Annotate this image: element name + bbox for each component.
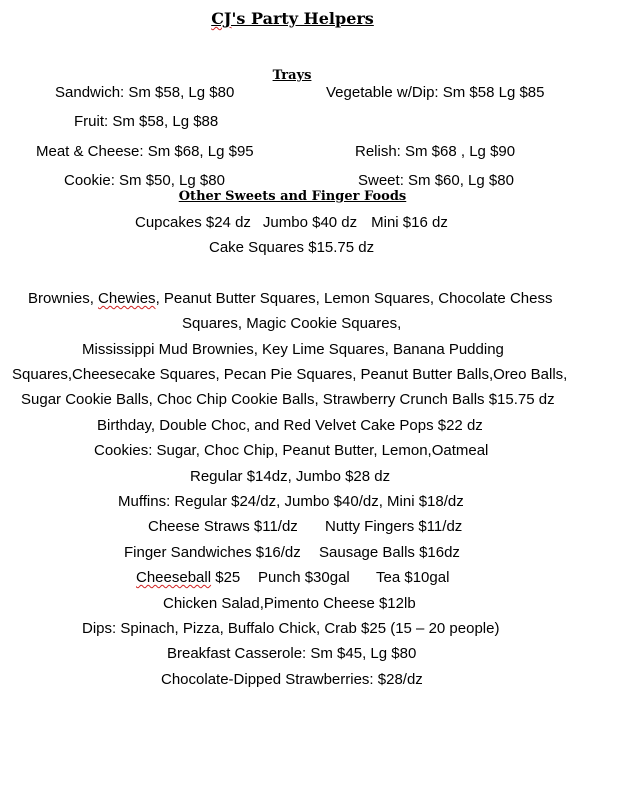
title-brand: CJ xyxy=(211,9,232,28)
assortment-line-4: Squares,Cheesecake Squares, Pecan Pie Squares, Peanut Butter Balls,Oreo Balls, xyxy=(12,366,568,383)
cheeseball-price: $25 xyxy=(211,569,241,586)
assortment-line-2: Squares, Magic Cookie Squares, xyxy=(182,315,402,332)
tray-sweet: Sweet: Sm $60, Lg $80 xyxy=(358,172,514,189)
assortment-line-1 xyxy=(28,290,552,307)
cupcakes-mini: Mini $16 dz xyxy=(371,214,448,231)
nutty-fingers: Nutty Fingers $11/dz xyxy=(325,518,463,535)
chocolate-strawberries: Chocolate-Dipped Strawberries: $28/dz xyxy=(161,671,423,688)
other-heading: Other Sweets and Finger Foods xyxy=(178,189,407,204)
breakfast-casserole: Breakfast Casserole: Sm $45, Lg $80 xyxy=(167,645,417,662)
title-rest: 's Party Helpers xyxy=(231,9,374,28)
page-title xyxy=(0,9,585,28)
assortment-text: , Peanut Butter Squares, Lemon Squares, Chocolate Chess xyxy=(155,290,553,307)
cake-pops: Birthday, Double Choc, and Red Velvet Cake Pops $22 dz xyxy=(97,417,483,434)
tray-fruit: Fruit: Sm $58, Lg $88 xyxy=(74,113,219,130)
cheeseball-word: Cheeseball xyxy=(136,569,212,586)
cookies-flavors: Cookies: Sugar, Choc Chip, Peanut Butter, Lemon,Oatmeal xyxy=(94,442,489,459)
chewies-word: Chewies xyxy=(98,290,156,307)
punch: Punch $30gal xyxy=(258,569,350,586)
tray-meat-cheese: Meat & Cheese: Sm $68, Lg $95 xyxy=(36,143,254,160)
cheese-straws: Cheese Straws $11/dz xyxy=(148,518,298,535)
cupcakes-price: Cupcakes $24 dz xyxy=(135,214,251,231)
cheeseball xyxy=(136,569,240,586)
assortment-line-5: Sugar Cookie Balls, Choc Chip Cookie Balls, Strawberry Crunch Balls $15.75 dz xyxy=(21,391,555,408)
trays-heading: Trays xyxy=(272,68,312,83)
chicken-salad: Chicken Salad,Pimento Cheese $12lb xyxy=(163,595,416,612)
cookies-prices: Regular $14dz, Jumbo $28 dz xyxy=(190,468,391,485)
dips: Dips: Spinach, Pizza, Buffalo Chick, Crab $25 (15 – 20 people) xyxy=(82,620,500,637)
sausage-balls: Sausage Balls $16dz xyxy=(319,544,460,561)
tea: Tea $10gal xyxy=(376,569,450,586)
cupcakes-line xyxy=(135,214,448,231)
finger-sandwiches: Finger Sandwiches $16/dz xyxy=(124,544,301,561)
tray-vegetable: Vegetable w/Dip: Sm $58 Lg $85 xyxy=(326,84,545,101)
assortment-text: Brownies, xyxy=(28,290,99,307)
tray-relish: Relish: Sm $68 , Lg $90 xyxy=(355,143,516,160)
assortment-line-3: Mississippi Mud Brownies, Key Lime Squares, Banana Pudding xyxy=(82,341,504,358)
cupcakes-jumbo: Jumbo $40 dz xyxy=(262,214,358,231)
tray-cookie: Cookie: Sm $50, Lg $80 xyxy=(64,172,225,189)
tray-sandwich: Sandwich: Sm $58, Lg $80 xyxy=(55,84,235,101)
muffins: Muffins: Regular $24/dz, Jumbo $40/dz, Mini $18/dz xyxy=(118,493,464,510)
cake-squares: Cake Squares $15.75 dz xyxy=(209,239,375,256)
